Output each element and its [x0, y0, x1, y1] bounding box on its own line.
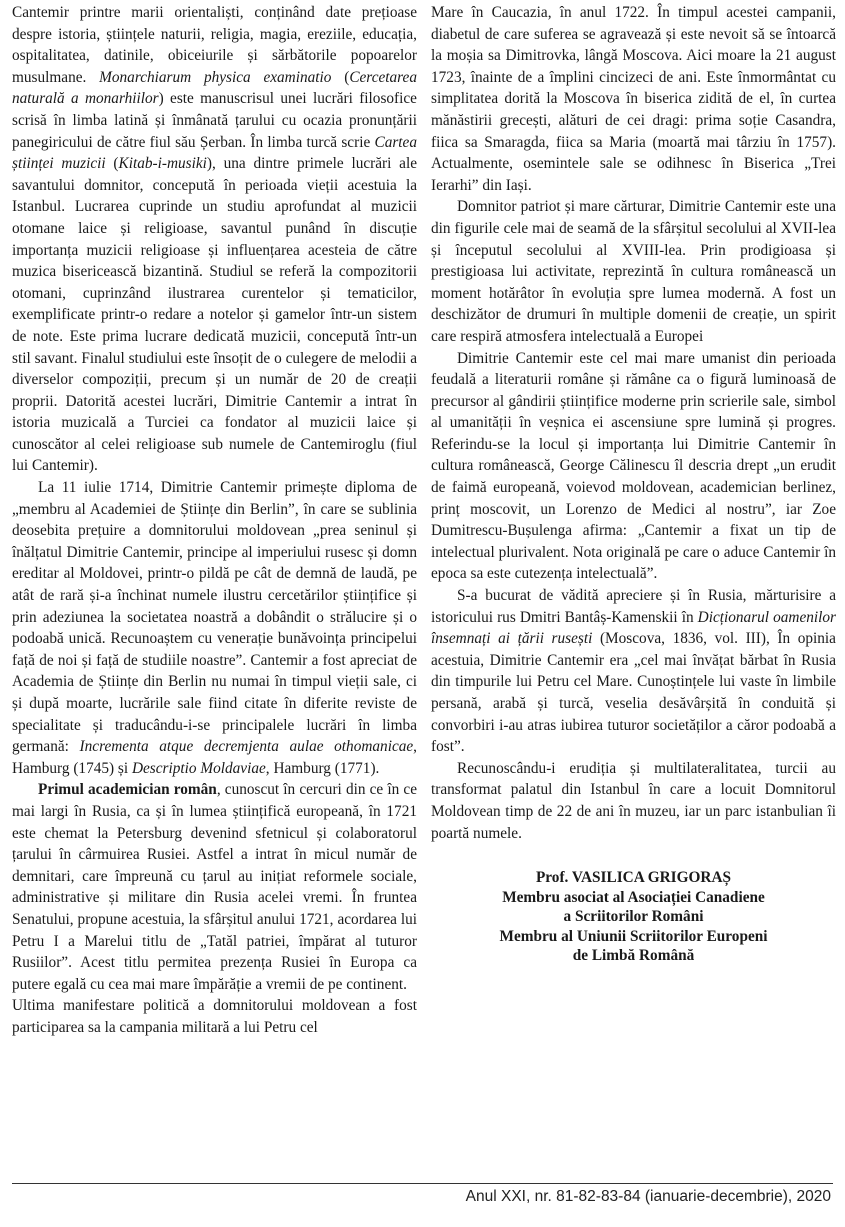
- author-affiliation-3: Membru al Uniunii Scriitorilor Europeni: [499, 927, 768, 945]
- bold-lead: Primul academician român: [38, 781, 217, 799]
- paragraph-patriot: Domnitor patriot și mare cărturar, Dimitrie Cantemir este una din figurile cele mai de seamă de la sfârșitul secolului al XVII-lea și începutul secolului al XVIII-lea. Prin prodigioasa și prestigioasa lui activitate, reprezintă în cultura românească un moment hotărâtor în evoluția spre lumea modernă. A fost un deschizător de drumuri în multiple domenii de creație, un spirit care respiră atmosfera intelectuală a Europei: [431, 198, 836, 345]
- title-incrementa: Incrementa atque decremjenta aulae othomanicae: [79, 738, 414, 756]
- title-cartea-muzicii: Cartea științei muzicii: [12, 133, 417, 173]
- paragraph-first-academician: Primul academician român, cunoscut în cercuri din ce în ce mai largi în Rusia, ca și în lumea științifică europeană, în 1721 este chemat la Petersburg devenind sfetnicul și colaboratorul țarului în cârmuirea Rusiei. Astfel a intrat în micul număr de demnitari, care împreună cu țarul au inițiat reformele sociale, administrative și militare din Rusia acelei vremi. În fruntea Senatului, propune acestuia, la sfârșitul anului 1721, acordarea lui Petru I a Marelui titlu de „Tatăl patriei, împărat al tuturor Rusiilor”. Acest titlu permitea prezența Rusiei în Europa ca putere egală cu cea mai mare împărăție a vremii de pe continent.: [12, 781, 417, 993]
- title-descriptio: Descriptio Moldaviae: [131, 759, 266, 777]
- author-affiliation-2: a Scriitorilor Români: [563, 908, 704, 926]
- right-column: [431, 2, 836, 966]
- left-column: [12, 2, 417, 1039]
- author-affiliation-1: Membru asociat al Asociației Canadiene: [502, 888, 765, 906]
- footer-divider: [12, 1183, 833, 1184]
- title-kitab: Kitab-i-musiki: [118, 155, 207, 173]
- paragraph-last-campaign: Ultima manifestare politică a domnitorului moldovean a fost participarea sa la campania militară a lui Petru cel: [12, 997, 417, 1036]
- title-cercetarea: Cercetarea naturală a monarhiilor: [12, 68, 417, 108]
- author-signature: [431, 868, 836, 966]
- paragraph-humanist: Dimitrie Cantemir este cel mai mare umanist din perioada feudală a literaturii române și rămâne ca o figură luminoasă de precursor al gândirii științifice moderne prin scrierile sale, simbol al umanității în veșnica ei ascensiune spre lumină și progres. Referindu-se la locul și importanța lui Dimitrie Cantemir în cultura românească, George Călinescu îl descria drept „un erudit de faimă europeană, voievod moldovean, academician berlinez, prinț moscovit, un Lorenzo de Medici al nostru”, iar Zoe Dumitrescu-Bușulenga afirma: „Cantemir a fixat un tip de intelectual plurivalent. Nota originală pe care o aduce Cantemir în epoca sa este cutezența intelectuală”.: [431, 349, 836, 583]
- paragraph-death: Mare în Caucazia, în anul 1722. În timpul acestei campanii, diabetul de care suferea se agravează și este nevoit să se întoarcă la moșia sa Dimitrovka, lângă Moscova. Aici moare la 21 august 1723, înainte de a împlini cincizeci de ani. Este înmormântat cu simplitatea dorită la Moscova în biserica zidită de el, în curtea mănăstirii grecești, alături de cei dragi: prima soție Casandra, fiica sa Smaragda, fiica sa Maria (moartă mai târziu în 1757). Actualmente, osemintele sale se odihnesc în Biserica „Trei Ierarhi” din Iași.: [431, 4, 836, 194]
- paragraph-museum: Recunoscându-i erudiția și multilateralitatea, turcii au transformat palatul din Istanbul în care a locuit Domnitorul Moldovean timp de 22 de ani în muzeu, iar un parc istanbulian îi poartă numele.: [431, 759, 836, 842]
- issue-footer: Anul XXI, nr. 81-82-83-84 (ianuarie-decembrie), 2020: [465, 1188, 831, 1205]
- paragraph-music-works: Cantemir printre marii orientaliști, conținând date prețioase despre istoria, științele naturii, religia, magia, ereziile, educația, ospitalitatea, datinile, obiceiurile și sărbătorile popoarelor musulmane. Monarchiarum physica examinatio (Cercetarea naturală a monarhiilor) este manuscrisul unei lucrări filosofice scrisă în limba latină și înmânată țarului cu ocazia pronunțării panegiricului de către fiul său Șerban. În limba turcă scrie Cartea științei muzicii (Kitab-i-musiki), una dintre primele lucrări ale savantului domnitor, concepută în perioada vieții acestuia la Istanbul. Lucrarea cuprinde un studiu aprofundat al muzicii otomane laice și religioase, savantul punând în discuție importanța muzicii religioase și influențarea acesteia de către muzica bisericească bizantină. Studiul se referă la compozitorii otomani, cuprinzând ilustrarea curentelor și tematicilor, exemplificate printr-o redare a notelor și gamelor într-un sistem de note. Este prima lucrare dedicată muzicii, concepută într-un stil savant. Finalul studiului este însoțit de o culegere de melodii a diverselor compoziții, precum și un număr de 20 de creații proprii. Datorită acestei lucrări, Dimitrie Cantemir a intrat în istoria muzicală a Turciei ca fondator al muzicii laice și cunoscător al celei religioase sub numele de Cantemiroglu (fiul lui Cantemir).: [12, 4, 417, 475]
- title-monarchiarum: Monarchiarum physica examinatio: [99, 68, 332, 86]
- paragraph-russia: S-a bucurat de vădită apreciere și în Rusia, mărturisire a istoricului rus Dmitri Bantâș-Kamenskii în Dicționarul oamenilor însemnați ai țării rusești (Moscova, 1836, vol. III), În opinia acestuia, Dimitrie Cantemir era „cel mai învățat bărbat în Rusia din timpurile lui Petru cel Mare. Cunoștințele lui vaste în limbile persană, arabă și turcă, veselia desăvârșită în conduită și convorbiri i-au atras iubirea tuturor societăților a căror podoabă a fost”.: [431, 587, 836, 756]
- paragraph-berlin-academy: La 11 iulie 1714, Dimitrie Cantemir primește diploma de „membru al Academiei de Științe din Berlin”, în care se sublinia deosebita prețuire a domnitorului moldovean „prea seninul și înălțatul Dimitrie Cantemir, principe al imperiului rusesc și domn ereditar al Moldovei, printr-o pildă pe cât de demnă de laudă, pe atât de rară și-a închinat numele ilustru cercetărilor științifice și prin adeziunea la societatea noastră a dobândit o strălucire și o podoabă unică. Recunoaștem cu venerație bunăvoința principelui față de noi și față de studiile noastre”. Cantemir a fost apreciat de Academia de Științe din Berlin nu numai în timpul vieții sale, ci și după moarte, lucrările sale fiind citate în diferite reviste de specialitate și traducându-i-se principalele lucrări în limba germană: Incrementa atque decremjenta aulae othomanicae, Hamburg (1745) și Descriptio Moldaviae, Hamburg (1771).: [12, 479, 417, 777]
- author-name: Prof. VASILICA GRIGORAȘ: [535, 869, 732, 887]
- author-affiliation-4: de Limbă Română: [572, 947, 695, 965]
- title-dictionar: Dicționarul oamenilor însemnați ai țării rusești: [431, 608, 836, 648]
